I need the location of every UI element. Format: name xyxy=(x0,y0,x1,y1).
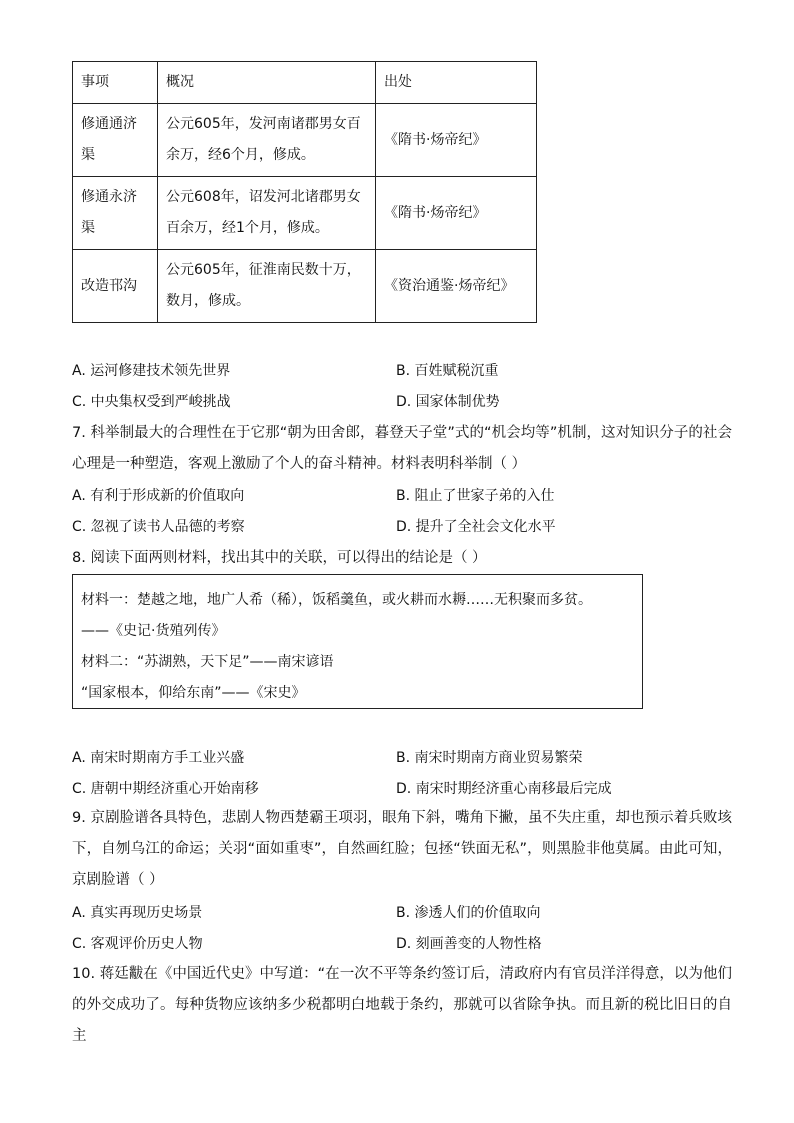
table-row xyxy=(73,104,537,177)
table-row xyxy=(73,250,537,323)
row-desc: 公元605年，征淮南民数十万，数月，修成。 xyxy=(158,250,376,323)
row-item: 修通通济渠 xyxy=(73,104,158,177)
header-item: 事项 xyxy=(73,62,158,104)
canal-table xyxy=(72,61,537,323)
row-desc: 公元605年，发河南诸郡男女百余万，经6个月，修成。 xyxy=(158,104,376,177)
q9-stem: 9. 京剧脸谱各具特色，悲剧人物西楚霸王项羽，眼角下斜，嘴角下撇，虽不失庄重，却也预示着兵败垓下，自刎乌江的命运；关羽“面如重枣”，自然画红脸；包拯“铁面无私”，则黑脸非他莫属。由此可知，京剧脸谱（ ） xyxy=(72,810,732,888)
q7-option-d: D. 提升了全社会文化水平 xyxy=(396,519,556,535)
material-line-2: ——《史记·货殖列传》 xyxy=(81,623,226,639)
q6-option-d: D. 国家体制优势 xyxy=(396,394,500,410)
q10-stem: 10. 蒋廷黻在《中国近代史》中写道：“在一次不平等条约签订后，清政府内有官员洋洋得意，以为他们的外交成功了。每种货物应该纳多少税都明白地载于条约，那就可以省除争执。而且新的税比旧日的自主 xyxy=(72,966,732,1044)
q8-option-a: A. 南宋时期南方手工业兴盛 xyxy=(72,750,245,766)
q8-stem: 8. 阅读下面两则材料，找出其中的关联，可以得出的结论是（ ） xyxy=(72,550,487,566)
table-header-row xyxy=(73,62,537,104)
q7-option-c: C. 忽视了读书人品德的考察 xyxy=(72,519,245,535)
q9-option-a: A. 真实再现历史场景 xyxy=(72,905,203,921)
material-line-4: “国家根本，仰给东南”——《宋史》 xyxy=(81,685,306,701)
q6-option-b: B. 百姓赋税沉重 xyxy=(396,363,499,379)
material-box xyxy=(72,574,643,709)
material-line-3: 材料二：“苏湖熟，天下足”——南宋谚语 xyxy=(81,654,334,670)
table-row xyxy=(73,177,537,250)
row-source: 《资治通鉴·炀帝纪》 xyxy=(376,250,537,323)
q6-option-a: A. 运河修建技术领先世界 xyxy=(72,363,231,379)
row-desc: 公元608年，诏发河北诸郡男女百余万，经1个月，修成。 xyxy=(158,177,376,250)
header-desc: 概况 xyxy=(158,62,376,104)
q9-option-d: D. 刻画善变的人物性格 xyxy=(396,936,542,952)
q7-option-a: A. 有利于形成新的价值取向 xyxy=(72,488,245,504)
row-source: 《隋书·炀帝纪》 xyxy=(376,104,537,177)
q8-option-d: D. 南宋时期经济重心南移最后完成 xyxy=(396,781,612,797)
q9-option-b: B. 渗透人们的价值取向 xyxy=(396,905,541,921)
row-item: 修通永济渠 xyxy=(73,177,158,250)
q7-option-b: B. 阻止了世家子弟的入仕 xyxy=(396,488,555,504)
q9-option-c: C. 客观评价历史人物 xyxy=(72,936,203,952)
q8-option-c: C. 唐朝中期经济重心开始南移 xyxy=(72,781,259,797)
q8-option-b: B. 南宋时期南方商业贸易繁荣 xyxy=(396,750,583,766)
material-line-1: 材料一：楚越之地，地广人希（稀），饭稻羹鱼，或火耕而水耨……无积聚而多贫。 xyxy=(81,592,592,608)
q6-option-c: C. 中央集权受到严峻挑战 xyxy=(72,394,231,410)
header-source: 出处 xyxy=(376,62,537,104)
q7-stem: 7. 科举制最大的合理性在于它那“朝为田舍郎，暮登天子堂”式的“机会均等”机制，这对知识分子的社会心理是一种塑造，客观上激励了个人的奋斗精神。材料表明科举制（ ） xyxy=(72,425,732,472)
row-source: 《隋书·炀帝纪》 xyxy=(376,177,537,250)
row-item: 改造邗沟 xyxy=(73,250,158,323)
